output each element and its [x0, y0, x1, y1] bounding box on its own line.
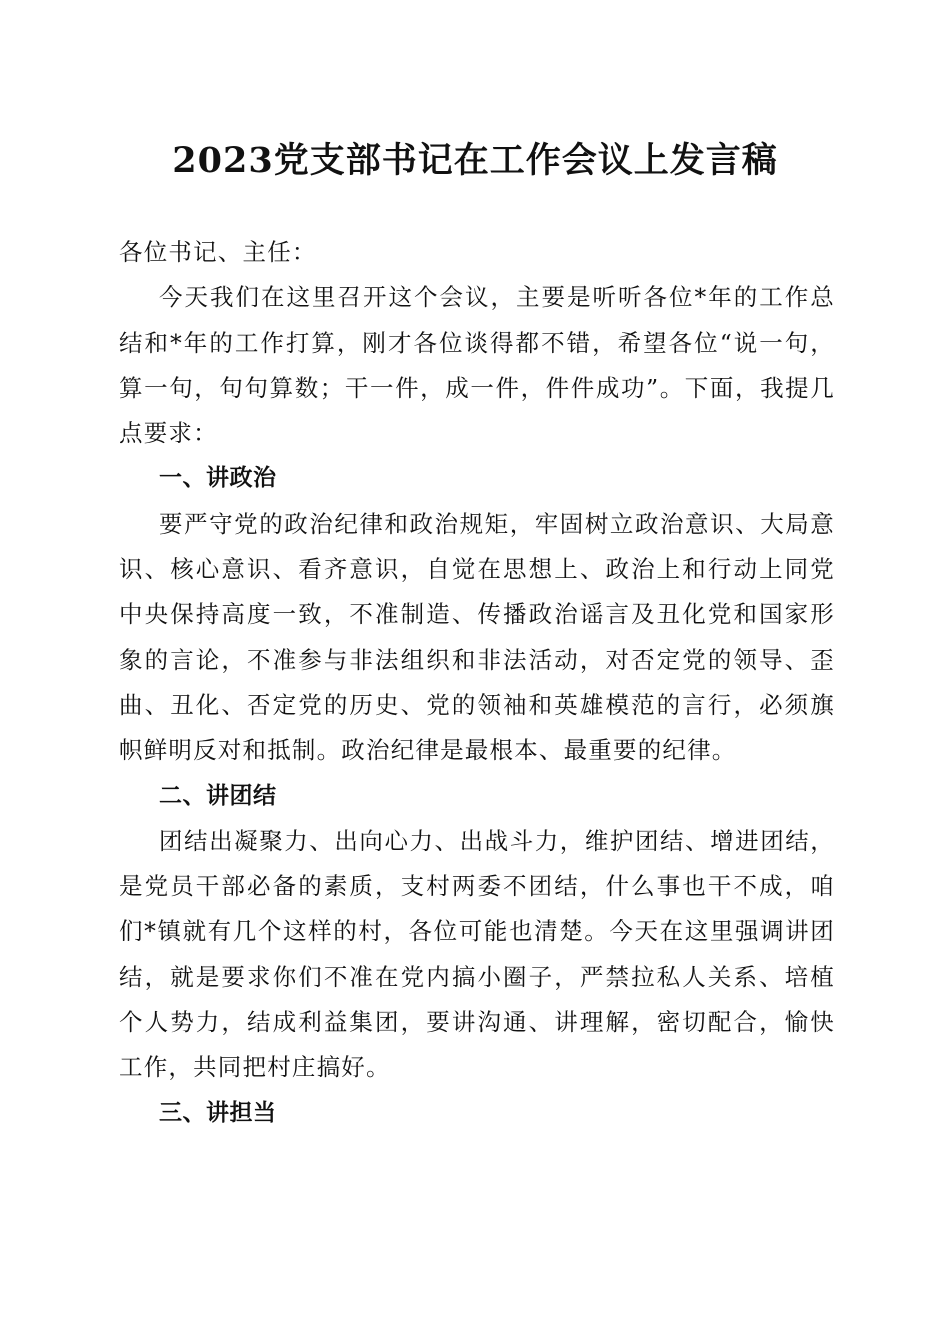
section-paragraph-politics: 要严守党的政治纪律和政治规矩，牢固树立政治意识、大局意识、核心意识、看齐意识，自觉在思想上、政治上和行动上同党中央保持高度一致，不准制造、传播政治谣言及丑化党和国家形象的言论，不准参与非法组织和非法活动，对否定党的领导、歪曲、丑化、否定党的历史、党的领袖和英雄模范的言行，必须旗帜鲜明反对和抵制。政治纪律是最根本、最重要的纪律。 — [119, 509, 835, 765]
document-body — [119, 230, 835, 1136]
document-title: 2023党支部书记在工作会议上发言稿 — [172, 140, 778, 181]
intro-paragraph: 今天我们在这里召开这个会议，主要是听听各位*年的工作总结和*年的工作打算，刚才各位谈得都不错，希望各位“说一句，算一句，句句算数；干一件，成一件，件件成功”。下面，我提几点要求： — [119, 283, 835, 448]
section-heading-unity: 二、讲团结 — [159, 782, 277, 809]
section-heading-politics: 一、讲政治 — [159, 465, 277, 492]
section-paragraph-unity: 团结出凝聚力、出向心力、出战斗力，维护团结、增进团结，是党员干部必备的素质，支村两委不团结，什么事也干不成，咱们*镇就有几个这样的村，各位可能也清楚。今天在这里强调讲团结，就是要求你们不准在党内搞小圈子，严禁拉私人关系、培植个人势力，结成利益集团，要讲沟通、讲理解，密切配合，愉快工作，共同把村庄搞好。 — [119, 826, 835, 1082]
salutation: 各位书记、主任： — [119, 238, 317, 266]
section-heading-responsibility: 三、讲担当 — [159, 1099, 277, 1126]
